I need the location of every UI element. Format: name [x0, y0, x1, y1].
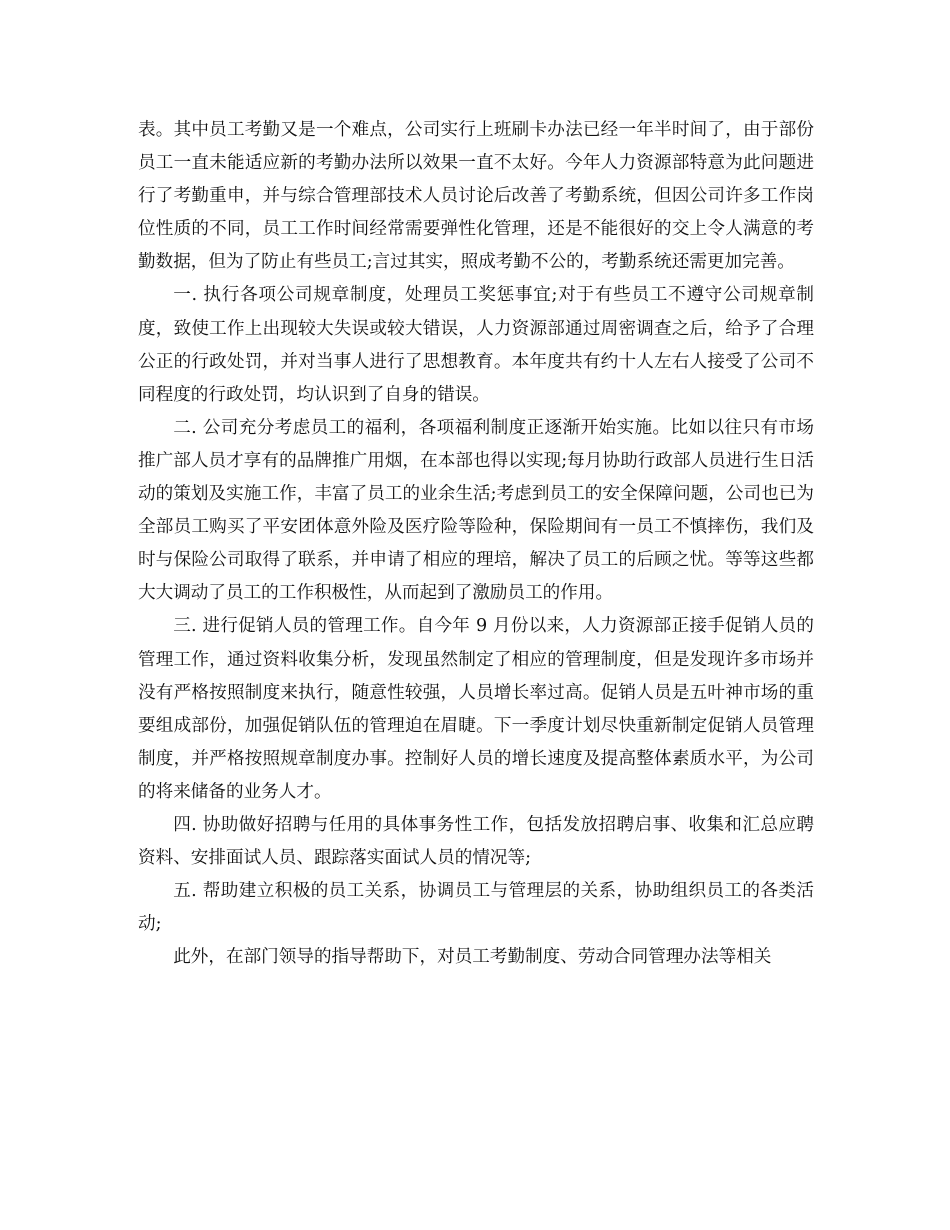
paragraph-item-4-recruitment: 四. 协助做好招聘与任用的具体事务性工作，包括发放招聘启事、收集和汇总应聘资料、安排面试人员、跟踪落实面试人员的情况等;	[138, 814, 814, 869]
paragraph-attendance-continued: 表。其中员工考勤又是一个难点，公司实行上班刷卡办法已经一年半时间了，由于部份员工一直未能适应新的考勤办法所以效果一直不太好。今年人力资源部特意为此问题进行了考勤重申，并与综合管理部技术人员讨论后改善了考勤系统，但因公司许多工作岗位性质的不同，员工工作时间经常需要弹性化管理，还是不能很好的交上令人满意的考勤数据，但为了防止有些员工;言过其实，照成考勤不公的，考勤系统还需更加完善。	[138, 120, 814, 273]
paragraph-item-5-relations: 五. 帮助建立积极的员工关系，协调员工与管理层的关系，协助组织员工的各类活动;	[138, 881, 814, 935]
paragraph-additionally: 此外，在部门领导的指导帮助下，对员工考勤制度、劳动合同管理办法等相关	[173, 947, 772, 968]
paragraph-item-1-discipline: 一. 执行各项公司规章制度，处理员工奖惩事宜;对于有些员工不遵守公司规章制度，致使工作上出现较大失误或较大错误，人力资源部通过周密调查之后，给予了合理公正的行政处罚，并对当事人进行了思想教育。本年度共有约十人左右人接受了公司不同程度的行政处罚，均认识到了自身的错误。	[138, 285, 814, 405]
document-body	[138, 114, 814, 974]
paragraph-item-2-welfare: 二. 公司充分考虑员工的福利，各项福利制度正逐渐开始实施。比如以往只有市场推广部人员才享有的品牌推广用烟，在本部也得以实现;每月协助行政部人员进行生日活动的策划及实施工作，丰富了员工的业余生活;考虑到员工的安全保障问题，公司也已为全部员工购买了平安团体意外险及医疗险等险种，保险期间有一员工不慎摔伤，我们及时与保险公司取得了联系，并申请了相应的理培，解决了员工的后顾之忧。等等这些都大大调动了员工的工作积极性，从而起到了激励员工的作用。	[138, 417, 814, 604]
paragraph-item-3-promoters: 三. 进行促销人员的管理工作。自今年 9 月份以来，人力资源部正接手促销人员的管理工作，通过资料收集分析，发现虽然制定了相应的管理制度，但是发现许多市场并没有严格按照制度来执行，随意性较强，人员增长率过高。促销人员是五叶神市场的重要组成部份，加强促销队伍的管理迫在眉睫。下一季度计划尽快重新制定促销人员管理制度，并严格按照规章制度办事。控制好人员的增长速度及提高整体素质水平，为公司的将来储备的业务人才。	[138, 616, 814, 802]
